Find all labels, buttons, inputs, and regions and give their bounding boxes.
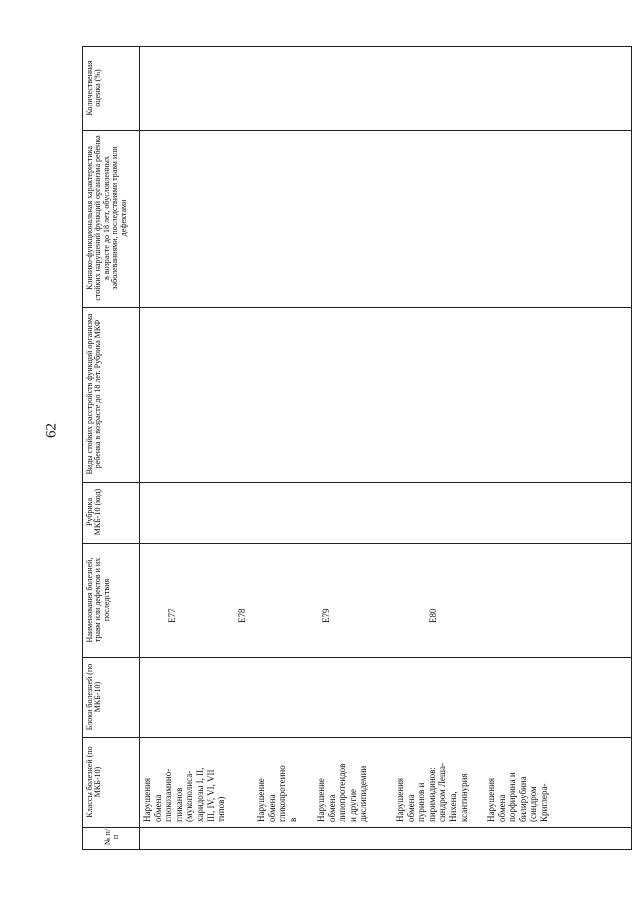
column-divider [82,307,632,308]
code-e79: E79 [321,608,331,623]
table-border-bottom [82,849,632,850]
table-border-right [631,46,632,850]
column-divider [82,657,632,658]
column-divider [82,130,632,131]
header-classes: Классы болезней (по МКБ-10) [85,746,103,818]
column-divider [82,482,632,483]
block-e80: Нарушения обмена пуринов и пиримидинов: синдром Леша- Нихена, ксантинурия [395,763,469,822]
disease-table [82,46,632,850]
header-kinds: Виды стойких расстройств функций организма ребенка в возрасте до 18 лет. Рубрика МКФ [85,313,103,475]
block-e79: Нарушение обмена липопротеидов и другие дислипидемии [316,763,369,822]
header-name: Наименования болезней, травм или дефектов и их последствия [85,557,111,643]
block-e77: Нарушения обмена глюкозамино- гликанов (мукополиса- харидозы I, II, III, IV, VI, VII типов) [142,767,227,822]
column-divider [82,827,632,828]
header-divider [139,46,140,850]
header-blocks: Блоки болезней (по МКБ-10) [85,663,103,731]
header-rubric: Рубрика МКБ-10 (код) [85,488,103,536]
block-e78: Нарушение обмена гликопротеино в [256,765,298,822]
header-clinical: Клинико-функциональная характеристика стойких нарушений функций организма ребенка в возрасте до 18 лет, обусловленных заболеваниями, последствиями травм или дефектами [85,135,128,301]
code-e77: E77 [167,608,177,623]
column-divider [82,543,632,544]
header-score: Количественная оценка (%) [85,60,103,116]
code-e80: E80 [428,608,438,623]
block-porphyrin: Нарушения обмена порфирина и билирубина (синдром Криглера- [486,772,550,822]
table-border-top [82,46,632,47]
page-number: 62 [43,423,60,438]
header-num: № п/п [103,828,121,846]
code-e78: E78 [237,608,247,623]
table-border-left [82,46,83,850]
